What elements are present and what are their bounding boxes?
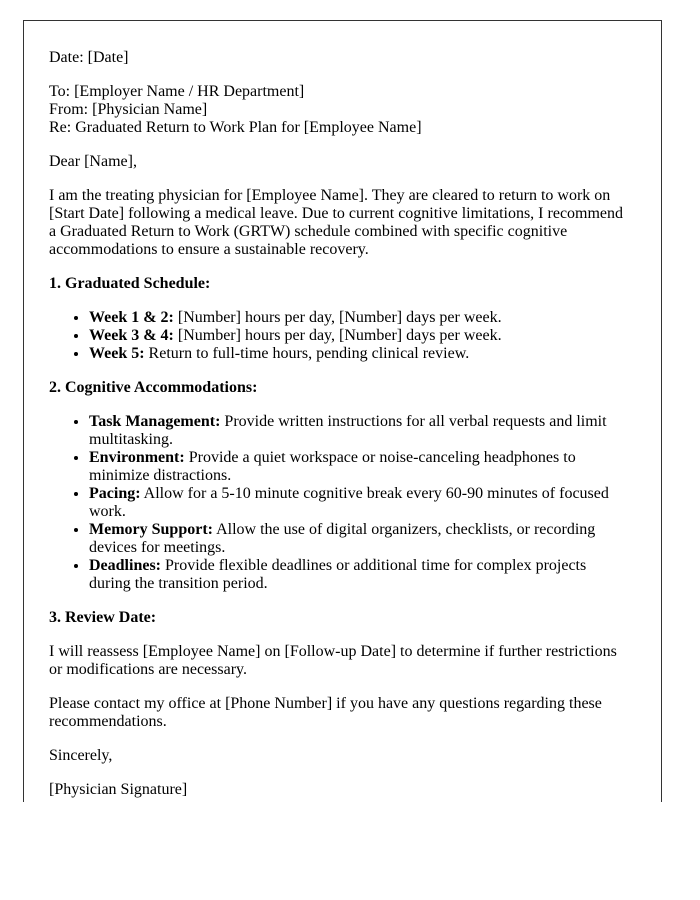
review-paragraph: I will reassess [Employee Name] on [Follow-up Date] to determine if further restrictions or modifications are necessary. bbox=[49, 643, 617, 678]
accommodation-item-label: Task Management: bbox=[89, 413, 221, 430]
schedule-list bbox=[49, 309, 629, 363]
accommodation-item-environment bbox=[89, 449, 629, 485]
contact-paragraph: Please contact my office at [Phone Number] if you have any questions regarding these recommendations. bbox=[49, 695, 602, 730]
schedule-item-text: [Number] hours per day, [Number] days per week. bbox=[173, 309, 502, 326]
accommodation-item-text: Allow the use of digital organizers, checklists, or recording devices for meetings. bbox=[89, 521, 596, 556]
accommodation-item-label: Deadlines: bbox=[89, 557, 161, 574]
accommodation-item-text: Allow for a 5-10 minute cognitive break every 60-90 minutes of focused work. bbox=[89, 485, 609, 520]
accommodations-list bbox=[49, 413, 629, 593]
accommodation-item-text: Provide a quiet workspace or noise-canceling headphones to minimize distractions. bbox=[89, 449, 576, 484]
schedule-item-week-1-2 bbox=[89, 309, 629, 327]
letter-container bbox=[23, 20, 662, 802]
signature-placeholder: [Physician Signature] bbox=[49, 781, 188, 798]
accommodation-item-task-management bbox=[89, 413, 629, 449]
closing: Sincerely, bbox=[49, 747, 113, 764]
section-heading-graduated-schedule: 1. Graduated Schedule: bbox=[49, 275, 211, 292]
schedule-item-text: Return to full-time hours, pending clinical review. bbox=[144, 345, 470, 362]
intro-paragraph: I am the treating physician for [Employee Name]. They are cleared to return to work on [Start Date] following a medical leave. Due to current cognitive limitations, I recommend a Graduated Return to Work (GRTW) schedule combined with specific cognitive accommodations to ensure a sustainable recovery. bbox=[49, 187, 624, 258]
accommodation-item-label: Memory Support: bbox=[89, 521, 213, 538]
schedule-item-text: [Number] hours per day, [Number] days per week. bbox=[173, 327, 502, 344]
re-line: Re: Graduated Return to Work Plan for [Employee Name] bbox=[49, 119, 422, 136]
schedule-item-label: Week 3 & 4: bbox=[89, 327, 174, 344]
to-line: To: [Employer Name / HR Department] bbox=[49, 83, 305, 100]
section-heading-cognitive-accommodations: 2. Cognitive Accommodations: bbox=[49, 379, 258, 396]
accommodation-item-pacing bbox=[89, 485, 629, 521]
section-heading-review-date: 3. Review Date: bbox=[49, 609, 157, 626]
schedule-item-label: Week 5: bbox=[89, 345, 145, 362]
accommodation-item-label: Environment: bbox=[89, 449, 185, 466]
date-line: Date: [Date] bbox=[49, 49, 129, 66]
accommodation-item-label: Pacing: bbox=[89, 485, 141, 502]
from-line: From: [Physician Name] bbox=[49, 101, 208, 118]
schedule-item-week-5 bbox=[89, 345, 629, 363]
schedule-item-week-3-4 bbox=[89, 327, 629, 345]
accommodation-item-memory-support bbox=[89, 521, 629, 557]
accommodation-item-text: Provide flexible deadlines or additional time for complex projects during the transition period. bbox=[89, 557, 587, 592]
accommodation-item-deadlines bbox=[89, 557, 629, 593]
salutation: Dear [Name], bbox=[49, 153, 137, 170]
recipient-block bbox=[49, 83, 629, 137]
accommodation-item-text: Provide written instructions for all verbal requests and limit multitasking. bbox=[89, 413, 607, 448]
schedule-item-label: Week 1 & 2: bbox=[89, 309, 174, 326]
